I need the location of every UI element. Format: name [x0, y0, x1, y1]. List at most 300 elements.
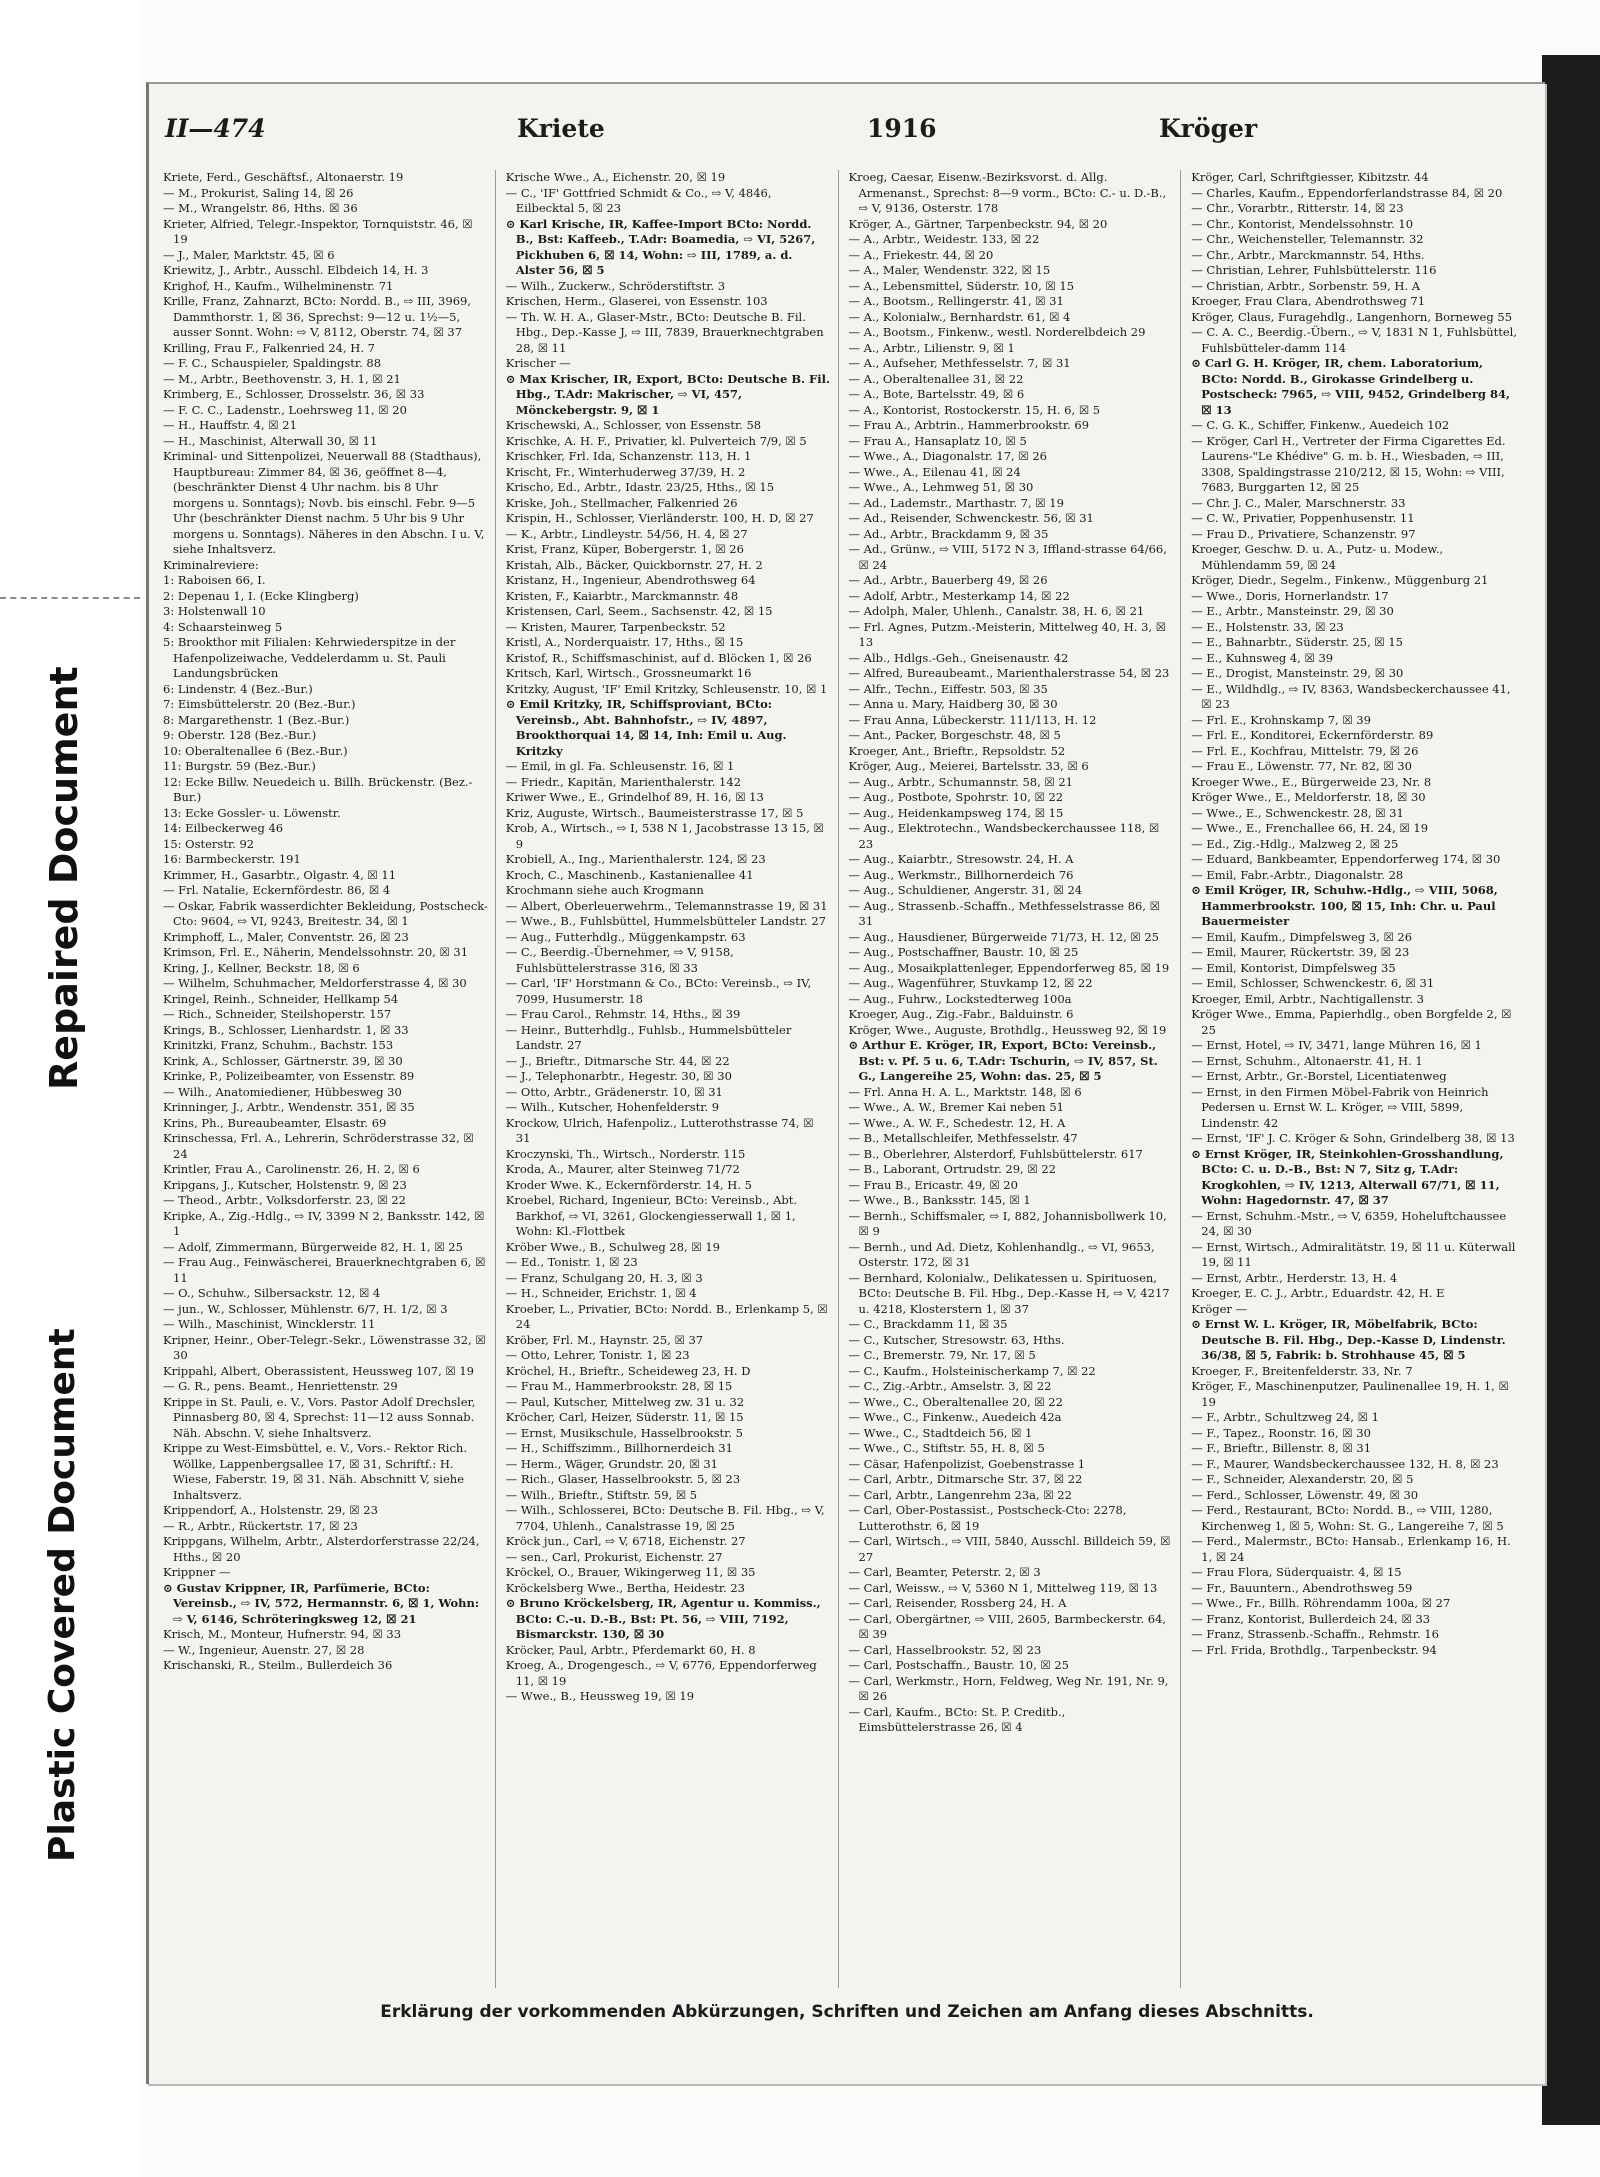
- directory-entry: Krischanski, R., Steilm., Bullerdeich 36: [163, 1658, 393, 1672]
- directory-entry: Kristensen, Carl, Seem., Sachsenstr. 42, ☒ 15: [505, 604, 773, 618]
- directory-entry: ⊙ Emil Kröger, IR, Schuhw.-Hdlg., ⇨ VIII, 5068, Hammerbrookstr. 100, ☒ 15, Inh: Chr. u. Paul Bauermeister: [1191, 883, 1498, 928]
- directory-entry: Krimson, Frl. E., Näherin, Mendelssohnstr. 20, ☒ 31: [163, 945, 469, 959]
- directory-entry: — Wwe., B., Fuhlsbüttel, Hummelsbütteler Landstr. 27: [505, 914, 826, 928]
- directory-entry: Kröger Wwe., E., Meldorferstr. 18, ☒ 30: [1191, 790, 1426, 804]
- directory-entry: — C. G. K., Schiffer, Finkenw., Auedeich 102: [1191, 418, 1450, 432]
- directory-entry: — H., Schiffszimm., Billhornerdeich 31: [505, 1441, 733, 1455]
- directory-entry: Kroebel, Richard, Ingenieur, BCto: Vereinsb., Abt. Barkhof, ⇨ VI, 3261, Glockengiesserwall 1, ☒ 1, Wohn: Kl.-Flottbek: [505, 1193, 798, 1238]
- directory-entry: ⊙ Karl Krische, IR, Kaffee-Import BCto: Nordd. B., Bst: Kaffeeb., T.Adr: Boamedia, ⇨ VI, 5267, Pickhuben 6, ☒ 14, Wohn: ⇨ III, 1789, a. d. Alster 56, ☒ 5: [505, 216, 816, 277]
- directory-entry: Kriminalreviere:: [163, 557, 259, 572]
- directory-entry: — F., Brieftr., Billenstr. 8, ☒ 31: [1191, 1441, 1372, 1455]
- directory-entry: — Rich., Glaser, Hasselbrookstr. 5, ☒ 23: [505, 1472, 741, 1486]
- page-number: II—474: [165, 114, 266, 143]
- directory-entry: — Ernst, Musikschule, Hasselbrookstr. 5: [505, 1425, 743, 1440]
- directory-entry: Kröger, A., Gärtner, Tarpenbeckstr. 94, ☒ 20: [848, 216, 1108, 231]
- directory-entry: — Ferd., Malermstr., BCto: Hansab., Erlenkamp 16, H. 1, ☒ 24: [1191, 1534, 1511, 1564]
- directory-entry: — Eduard, Bankbeamter, Eppendorferweg 174, ☒ 30: [1191, 852, 1501, 866]
- directory-entry: 15: Osterstr. 92: [163, 836, 255, 851]
- directory-entry: — Wilh., Brieftr., Stiftstr. 59, ☒ 5: [505, 1487, 698, 1502]
- directory-entry: Kröger, Wwe., Auguste, Brothdlg., Heussweg 92, ☒ 19: [848, 1022, 1167, 1037]
- directory-entry: 2: Depenau 1, I. (Ecke Klingberg): [163, 588, 359, 603]
- directory-entry: Kroeg, Caesar, Eisenw.-Bezirksvorst. d. Allg. Armenanst., Sprechst: 8—9 vorm., BCto: C.- u. D.-B., ⇨ V, 9136, Osterstr. 178: [848, 170, 1167, 215]
- directory-entry: — Ferd., Schlosser, Löwenstr. 49, ☒ 30: [1191, 1487, 1419, 1502]
- directory-entry: — Aug., Elektrotechn., Wandsbeckerchaussee 118, ☒ 23: [848, 821, 1160, 851]
- repaired-document-label: Repaired Document: [42, 666, 86, 1090]
- directory-entry: Krischke, A. H. F., Privatier, kl. Pulverteich 7/9, ☒ 5: [505, 433, 807, 448]
- directory-entry: — Ad., Reisender, Schwenckestr. 56, ☒ 31: [848, 511, 1094, 525]
- directory-entry: — Frau E., Löwenstr. 77, Nr. 82, ☒ 30: [1191, 759, 1412, 773]
- directory-entry: — A., Bootsm., Rellingerstr. 41, ☒ 31: [848, 294, 1064, 308]
- directory-entry: — A., Friekestr. 44, ☒ 20: [848, 247, 994, 262]
- plastic-covered-label: Plastic Covered Document: [42, 1328, 83, 1862]
- directory-entry: — Aug., Heidenkampsweg 174, ☒ 15: [848, 805, 1064, 820]
- directory-entry: Krighof, H., Kaufm., Wilhelminenstr. 71: [163, 278, 394, 293]
- directory-entry: Krischen, Herm., Glaserei, von Essenstr. 103: [505, 294, 768, 308]
- directory-entry: — A., Maler, Wendenstr. 322, ☒ 15: [848, 263, 1051, 277]
- directory-entry: — Wilhelm, Schuhmacher, Meldorferstrasse 4, ☒ 30: [163, 976, 467, 990]
- directory-entry: — Wwe., A. W. F., Schedestr. 12, H. A: [848, 1115, 1066, 1130]
- directory-entry: — F., Tapez., Roonstr. 16, ☒ 30: [1191, 1425, 1371, 1440]
- directory-entry: Krinninger, J., Arbtr., Wendenstr. 351, ☒ 35: [163, 1100, 415, 1114]
- directory-entry: — E., Bahnarbtr., Süderstr. 25, ☒ 15: [1191, 635, 1403, 649]
- directory-entry: — Chr., Arbtr., Marckmannstr. 54, Hths.: [1191, 247, 1425, 262]
- directory-entry: Krockow, Ulrich, Hafenpoliz., Lutterothstrasse 74, ☒ 31: [505, 1115, 814, 1145]
- directory-entry: — A., Kolonialw., Bernhardstr. 61, ☒ 4: [848, 309, 1071, 324]
- directory-entry: Kriwer Wwe., E., Grindelhof 89, H. 16, ☒ 13: [505, 790, 764, 804]
- directory-entry: 16: Barmbeckerstr. 191: [163, 852, 301, 866]
- directory-entry: — C. W., Privatier, Poppenhusenstr. 11: [1191, 511, 1415, 525]
- directory-entry: Kröck jun., Carl, ⇨ V, 6718, Eichenstr. 27: [505, 1534, 746, 1548]
- directory-entry: — Wilh., Maschinist, Wincklerstr. 11: [163, 1317, 376, 1331]
- directory-entry: — Otto, Lehrer, Tonistr. 1, ☒ 23: [505, 1348, 690, 1362]
- directory-entry: Kröger, F., Maschinenputzer, Paulinenallee 19, H. 1, ☒ 19: [1191, 1379, 1509, 1409]
- directory-entry: Krimmer, H., Gasarbtr., Olgastr. 4, ☒ 11: [163, 867, 397, 882]
- directory-entry: — Emil, Maurer, Rückertstr. 39, ☒ 23: [1191, 945, 1410, 959]
- directory-entry: — A., Arbtr., Lilienstr. 9, ☒ 1: [848, 340, 1015, 355]
- directory-entry: — F., Schneider, Alexanderstr. 20, ☒ 5: [1191, 1472, 1414, 1486]
- directory-entry: Krings, B., Schlosser, Lienhardstr. 1, ☒ 33: [163, 1022, 409, 1037]
- directory-entry: Kring, J., Kellner, Beckstr. 18, ☒ 6: [163, 960, 360, 975]
- directory-entry: ⊙ Arthur E. Kröger, IR, Export, BCto: Vereinsb., Bst: v. Pf. 5 u. 6, T.Adr: Tschurin, ⇨ IV, 857, St. G., Langereihe 25, Wohn: das. 25, ☒ 5: [848, 1038, 1158, 1083]
- directory-entry: — jun., W., Schlosser, Mühlenstr. 6/7, H. 1/2, ☒ 3: [163, 1301, 448, 1316]
- directory-entry: — Ad., Arbtr., Brackdamm 9, ☒ 35: [848, 526, 1049, 541]
- directory-entry: Krob, A., Wirtsch., ⇨ I, 538 N 1, Jacobstrasse 13 15, ☒ 9: [505, 821, 824, 851]
- directory-entry: — H., Maschinist, Alterwall 30, ☒ 11: [163, 433, 378, 448]
- directory-entry: — Frl. E., Konditorei, Eckernförderstr. 89: [1191, 728, 1434, 742]
- directory-entry: Krintler, Frau A., Carolinenstr. 26, H. 2, ☒ 6: [163, 1162, 420, 1176]
- directory-entry: ⊙ Gustav Krippner, IR, Parfümerie, BCto: Vereinsb., ⇨ IV, 572, Hermannstr. 6, ☒ 1, Wohn: ⇨ V, 6146, Schröteringksweg 12, ☒ 21: [163, 1580, 480, 1626]
- directory-entry: Kröger, Aug., Meierei, Bartelsstr. 33, ☒ 6: [848, 759, 1089, 773]
- directory-entry: 14: Eilbeckerweg 46: [163, 821, 284, 835]
- header-year: 1916: [867, 114, 937, 143]
- directory-entry: — E., Arbtr., Mansteinstr. 29, ☒ 30: [1191, 604, 1394, 618]
- directory-entry: — C., Zig.-Arbtr., Amselstr. 3, ☒ 22: [848, 1379, 1052, 1393]
- directory-entry: Kristah, Alb., Bäcker, Quickbornstr. 27, H. 2: [505, 557, 763, 572]
- directory-entry: — R., Arbtr., Rückertstr. 17, ☒ 23: [163, 1518, 358, 1533]
- directory-entry: 11: Burgstr. 59 (Bez.-Bur.): [163, 759, 316, 773]
- directory-entry: — B., Laborant, Ortrudstr. 29, ☒ 22: [848, 1162, 1056, 1176]
- directory-entry: — Frau Aug., Feinwäscherei, Brauerknechtgraben 6, ☒ 11: [163, 1255, 486, 1285]
- directory-entry: Kröger, Diedr., Segelm., Finkenw., Müggenburg 21: [1191, 573, 1489, 587]
- directory-entry: — Wwe., E., Frenchallee 66, H. 24, ☒ 19: [1191, 821, 1429, 835]
- directory-entry: — Christian, Arbtr., Sorbenstr. 59, H. A: [1191, 278, 1421, 293]
- directory-entry: Kriske, Joh., Stellmacher, Falkenried 26: [505, 495, 738, 510]
- directory-entry: — E., Drogist, Mansteinstr. 29, ☒ 30: [1191, 666, 1404, 680]
- directory-entry: Kroder Wwe. K., Eckernförderstr. 14, H. 5: [505, 1177, 752, 1192]
- directory-entry: — Emil, Kontorist, Dimpfelsweg 35: [1191, 960, 1396, 975]
- directory-entry: — Alb., Hdlgs.-Geh., Gneisenaustr. 42: [848, 650, 1069, 665]
- directory-entry: — Frau D., Privatiere, Schanzenstr. 97: [1191, 526, 1416, 541]
- directory-entry: — J., Maler, Marktstr. 45, ☒ 6: [163, 247, 335, 262]
- directory-entry: — Fr., Bauuntern., Abendrothsweg 59: [1191, 1580, 1413, 1595]
- directory-entry: Krippner —: [163, 1565, 231, 1579]
- page-footer-note: Erklärung der vorkommenden Abkürzungen, Schriften und Zeichen am Anfang dieses Abschnitts.: [380, 2002, 1314, 2022]
- directory-entry: Kroeger, Emil, Arbtr., Nachtigallenstr. 3: [1191, 991, 1424, 1006]
- directory-entry: Kröcker, Paul, Arbtr., Pferdemarkt 60, H. 8: [505, 1642, 756, 1657]
- directory-entry: — Carl, Beamter, Peterstr. 2, ☒ 3: [848, 1565, 1041, 1579]
- directory-entry: — Frl. Frida, Brothdlg., Tarpenbeckstr. 94: [1191, 1642, 1437, 1657]
- directory-entry: — Kristen, Maurer, Tarpenbeckstr. 52: [505, 619, 726, 634]
- directory-entry: — F., Arbtr., Schultzweg 24, ☒ 1: [1191, 1410, 1379, 1424]
- directory-entry: — W., Ingenieur, Auenstr. 27, ☒ 28: [163, 1642, 365, 1657]
- directory-entry: — Aug., Arbtr., Schumannstr. 58, ☒ 21: [848, 774, 1073, 789]
- directory-entry: — Carl, Kaufm., BCto: St. P. Creditb., Eimsbüttelerstrasse 26, ☒ 4: [848, 1704, 1066, 1734]
- directory-entry: Kroda, A., Maurer, alter Steinweg 71/72: [505, 1162, 740, 1176]
- directory-entry: — F. C. C., Ladenstr., Loehrsweg 11, ☒ 20: [163, 402, 407, 417]
- directory-entry: — Bernh., und Ad. Dietz, Kohlenhandlg., ⇨ VI, 9653, Osterstr. 172, ☒ 31: [848, 1239, 1155, 1269]
- directory-entry: — Ferd., Restaurant, BCto: Nordd. B., ⇨ VIII, 1280, Kirchenweg 1, ☒ 5, Wohn: St. G., Langereihe 7, ☒ 5: [1191, 1503, 1504, 1533]
- directory-entry: — Frau Anna, Lübeckerstr. 111/113, H. 12: [848, 712, 1097, 727]
- directory-entry: — B., Oberlehrer, Alsterdorf, Fuhlsbüttelerstr. 617: [848, 1146, 1143, 1161]
- directory-entry: — Rich., Schneider, Steilshoperstr. 157: [163, 1007, 392, 1021]
- directory-entry: — Frau A., Hansaplatz 10, ☒ 5: [848, 433, 1027, 448]
- directory-entry: Kriminal- und Sittenpolizei, Neuerwall 88 (Stadthaus), Hauptbureau: Zimmer 84, ☒ 36, geöffnet 8—4, (beschränkter Dienst 4 Uhr nachm. bis 8 Uhr morgens u. Sonntags); Novb. bis einschl. Febr. 9—5 Uhr (beschränkter Dienst nachm. 5 Uhr bis 9 Uhr morgens u. Sonntags). Näheres in den Abschn. I u. V, siehe Inhaltsverz.: [163, 449, 485, 556]
- directory-entry: — Wwe., C., Finkenw., Auedeich 42a: [848, 1410, 1062, 1424]
- directory-entry: 13: Ecke Gossler- u. Löwenstr.: [163, 805, 341, 820]
- directory-entry: — Bernh., Schiffsmaler, ⇨ I, 882, Johannisbollwerk 10, ☒ 9: [848, 1208, 1167, 1238]
- directory-entry: Kroeger, Ant., Brieftr., Repsoldstr. 52: [848, 743, 1066, 758]
- directory-entry: 9: Oberstr. 128 (Bez.-Bur.): [163, 728, 317, 742]
- directory-entry: 12: Ecke Billw. Neuedeich u. Billh. Brückenstr. (Bez.-Bur.): [163, 774, 473, 804]
- directory-entry: — Ed., Zig.-Hdlg., Malzweg 2, ☒ 25: [1191, 836, 1399, 851]
- directory-entry: Krisch, M., Monteur, Hufnerstr. 94, ☒ 33: [163, 1627, 402, 1641]
- directory-entry: — Frau Carol., Rehmstr. 14, Hths., ☒ 39: [505, 1007, 741, 1021]
- directory-entry: Krischker, Frl. Ida, Schanzenstr. 113, H. 1: [505, 449, 752, 463]
- directory-entry: — Bernhard, Kolonialw., Delikatessen u. Spirituosen, BCto: Deutsche B. Fil. Hbg., Dep.-Kasse H, ⇨ V, 4217 u. 4218, Klosterstern 1, ☒ 37: [848, 1270, 1170, 1316]
- directory-entry: Kristanz, H., Ingenieur, Abendrothsweg 64: [505, 573, 756, 587]
- directory-entry: — Ernst, Hotel, ⇨ IV, 3471, lange Mühren 16, ☒ 1: [1191, 1038, 1482, 1052]
- directory-entry: — E., Holstenstr. 33, ☒ 23: [1191, 619, 1344, 634]
- directory-entry: 3: Holstenwall 10: [163, 604, 266, 618]
- directory-entry: — Wwe., A., Lehmweg 51, ☒ 30: [848, 480, 1034, 494]
- directory-entry: — Frl. Natalie, Eckernfördestr. 86, ☒ 4: [163, 883, 391, 897]
- column-1: [163, 170, 496, 1988]
- directory-entry: — Frau B., Ericastr. 49, ☒ 20: [848, 1177, 1018, 1192]
- directory-entry: — Wwe., C., Stadtdeich 56, ☒ 1: [848, 1425, 1033, 1440]
- directory-entry: Kroeger, Frau Clara, Abendrothsweg 71: [1191, 294, 1426, 308]
- scan-edge-strip: [1542, 55, 1600, 2125]
- directory-entry: 6: Lindenstr. 4 (Bez.-Bur.): [163, 681, 313, 696]
- directory-entry: — A., Bote, Bartelsstr. 49, ☒ 6: [848, 387, 1025, 401]
- directory-entry: — Carl, Arbtr., Langenrehm 23a, ☒ 22: [848, 1487, 1072, 1502]
- directory-entry: — Frau Flora, Süderquaistr. 4, ☒ 15: [1191, 1565, 1402, 1579]
- directory-entry: — Aug., Wagenführer, Stuvkamp 12, ☒ 22: [848, 976, 1093, 990]
- directory-entry: 1: Raboisen 66, I.: [163, 573, 266, 587]
- directory-entry: — Heinr., Butterhdlg., Fuhlsb., Hummelsbütteler Landstr. 27: [505, 1022, 792, 1052]
- directory-entry: — A., Aufseher, Methfesselstr. 7, ☒ 31: [848, 356, 1071, 370]
- directory-entry: Krist, Franz, Küper, Bobergerstr. 1, ☒ 26: [505, 542, 744, 556]
- directory-entry: — Ernst, Wirtsch., Admiralitätstr. 19, ☒ 11 u. Küterwall 19, ☒ 11: [1191, 1239, 1516, 1269]
- directory-entry: Krink, A., Schlosser, Gärtnerstr. 39, ☒ 30: [163, 1053, 403, 1068]
- directory-entry: Kroczynski, Th., Wirtsch., Norderstr. 115: [505, 1146, 746, 1161]
- directory-entry: Kringel, Reinh., Schneider, Hellkamp 54: [163, 991, 399, 1006]
- directory-entry: — Franz, Strassenb.-Schaffn., Rehmstr. 16: [1191, 1627, 1439, 1641]
- directory-entry: — Anna u. Mary, Haidberg 30, ☒ 30: [848, 697, 1058, 711]
- directory-entry: — F., Maurer, Wandsbeckerchaussee 132, H. 8, ☒ 23: [1191, 1456, 1499, 1471]
- directory-entry: — Wwe., B., Banksstr. 145, ☒ 1: [848, 1193, 1031, 1207]
- directory-entry: — Ernst, Schuhm., Altonaerstr. 41, H. 1: [1191, 1053, 1423, 1068]
- directory-entry: — Carl, Arbtr., Ditmarsche Str. 37, ☒ 22: [848, 1472, 1083, 1486]
- directory-entry: — Oskar, Fabrik wasserdichter Bekleidung, Postscheck-Cto: 9604, ⇨ VI, 9243, Breitestr. 34, ☒ 1: [163, 898, 488, 928]
- directory-entry: — Aug., Mosaikplattenleger, Eppendorferweg 85, ☒ 19: [848, 960, 1170, 975]
- directory-entry: Kröckelsberg Wwe., Bertha, Heidestr. 23: [505, 1580, 746, 1595]
- directory-entry: — Aug., Postbote, Spohrstr. 10, ☒ 22: [848, 790, 1064, 804]
- directory-entry: Krippgans, Wilhelm, Arbtr., Alsterdorferstrasse 22/24, Hths., ☒ 20: [163, 1534, 480, 1564]
- directory-entry: — Ed., Tonistr. 1, ☒ 23: [505, 1255, 638, 1269]
- directory-entry: — Wilh., Kutscher, Hohenfelderstr. 9: [505, 1100, 720, 1114]
- directory-entry: ⊙ Emil Kritzky, IR, Schiffsproviant, BCto: Vereinsb., Abt. Bahnhofstr., ⇨ IV, 4897, Brookthorquai 14, ☒ 14, Inh: Emil u. Aug. Kritzky: [505, 697, 787, 758]
- directory-entry: — Carl, Weissw., ⇨ V, 5360 N 1, Mittelweg 119, ☒ 13: [848, 1580, 1158, 1595]
- directory-entry: ⊙ Max Krischer, IR, Export, BCto: Deutsche B. Fil. Hbg., T.Adr: Makrischer, ⇨ VI, 457, Mönckebergstr. 9, ☒ 1: [505, 371, 830, 417]
- entry-columns: [163, 170, 1523, 1988]
- directory-entry: — A., Bootsm., Finkenw., westl. Norderelbdeich 29: [848, 325, 1146, 339]
- directory-entry: — Wwe., E., Schwenckestr. 28, ☒ 31: [1191, 805, 1404, 820]
- directory-entry: ⊙ Ernst Kröger, IR, Steinkohlen-Grosshandlung, BCto: C. u. D.-B., Bst: N 7, Sitz g, T.Adr: Krogkohlen, ⇨ IV, 1213, Alterwall 67/71, ☒ 11, Wohn: Hagedornstr. 47, ☒ 37: [1191, 1146, 1504, 1207]
- directory-entry: — Paul, Kutscher, Mittelweg zw. 31 u. 32: [505, 1394, 745, 1409]
- directory-entry: — F. C., Schauspieler, Spaldingstr. 88: [163, 356, 382, 370]
- directory-entry: — Frau M., Hammerbrookstr. 28, ☒ 15: [505, 1379, 733, 1393]
- directory-entry: Kroeger, E. C. J., Arbtr., Eduardstr. 42, H. E: [1191, 1286, 1445, 1300]
- directory-entry: — Carl, Hasselbrookstr. 52, ☒ 23: [848, 1642, 1042, 1657]
- directory-entry: — H., Schneider, Erichstr. 1, ☒ 4: [505, 1286, 697, 1300]
- directory-page: [146, 82, 1545, 2084]
- directory-entry: — Franz, Kontorist, Bullerdeich 24, ☒ 33: [1191, 1611, 1431, 1626]
- directory-entry: Kroch, C., Maschinenb., Kastanienallee 41: [505, 867, 754, 882]
- directory-entry: Kripgans, J., Kutscher, Holstenstr. 9, ☒ 23: [163, 1177, 407, 1192]
- directory-entry: — Ernst, Schuhm.-Mstr., ⇨ V, 6359, Hoheluftchaussee 24, ☒ 30: [1191, 1208, 1507, 1238]
- directory-entry: Kröger —: [1191, 1301, 1248, 1316]
- directory-entry: Kroeger, Geschw. D. u. A., Putz- u. Modew., Mühlendamm 59, ☒ 24: [1191, 542, 1444, 572]
- directory-entry: Kroeg, A., Drogengesch., ⇨ V, 6776, Eppendorferweg 11, ☒ 19: [505, 1658, 817, 1688]
- directory-entry: Krimberg, E., Schlosser, Drosselstr. 36, ☒ 33: [163, 387, 425, 401]
- directory-entry: Kroeber, L., Privatier, BCto: Nordd. B., Erlenkamp 5, ☒ 24: [505, 1301, 828, 1331]
- directory-entry: — Ad., Arbtr., Bauerberg 49, ☒ 26: [848, 573, 1048, 587]
- directory-entry: — G. R., pens. Beamt., Henriettenstr. 29: [163, 1379, 398, 1393]
- directory-entry: — Wilh., Zuckerw., Schröderstiftstr. 3: [505, 278, 726, 293]
- directory-entry: Krispin, H., Schlosser, Vierländerstr. 100, H. D, ☒ 27: [505, 511, 814, 525]
- directory-entry: — Charles, Kaufm., Eppendorferlandstrasse 84, ☒ 20: [1191, 185, 1503, 200]
- directory-entry: — Adolph, Maler, Uhlenh., Canalstr. 38, H. 6, ☒ 21: [848, 604, 1145, 618]
- directory-entry: — Otto, Arbtr., Grädenerstr. 10, ☒ 31: [505, 1084, 723, 1099]
- directory-entry: — Emil, Fabr.-Arbtr., Diagonalstr. 28: [1191, 867, 1404, 882]
- directory-entry: — Aug., Fuhrw., Lockstedterweg 100a: [848, 991, 1072, 1006]
- directory-entry: — Wwe., A. W., Bremer Kai neben 51: [848, 1100, 1064, 1114]
- directory-entry: — Ernst, Arbtr., Herderstr. 13, H. 4: [1191, 1270, 1398, 1285]
- directory-entry: Kriete, Ferd., Geschäftsf., Altonaerstr. 19: [163, 170, 404, 184]
- directory-entry: 8: Margarethenstr. 1 (Bez.-Bur.): [163, 712, 350, 727]
- directory-entry: — Ernst, 'IF' J. C. Kröger & Sohn, Grindelberg 38, ☒ 13: [1191, 1131, 1515, 1145]
- directory-entry: Kriz, Auguste, Wirtsch., Baumeisterstrasse 17, ☒ 5: [505, 805, 804, 820]
- directory-entry: Krinitzki, Franz, Schuhm., Bachstr. 153: [163, 1038, 394, 1052]
- directory-entry: — Chr., Vorarbtr., Ritterstr. 14, ☒ 23: [1191, 201, 1404, 215]
- directory-entry: — Wwe., A., Eilenau 41, ☒ 24: [848, 464, 1021, 479]
- directory-entry: — Aug., Hausdiener, Bürgerweide 71/73, H. 12, ☒ 25: [848, 929, 1159, 944]
- directory-entry: — J., Telephonarbtr., Hegestr. 30, ☒ 30: [505, 1069, 732, 1083]
- directory-entry: — M., Prokurist, Saling 14, ☒ 26: [163, 185, 354, 200]
- directory-entry: — Emil, Kaufm., Dimpfelsweg 3, ☒ 26: [1191, 929, 1413, 944]
- directory-entry: — C., Brackdamm 11, ☒ 35: [848, 1317, 1008, 1331]
- directory-entry: — Chr., Weichensteller, Telemannstr. 32: [1191, 232, 1424, 246]
- directory-entry: 5: Brookthor mit Filialen: Kehrwiederspitze in der Hafenpolizeiwache, Veddelerdamm u. St. Pauli Landungsbrücken: [163, 635, 456, 680]
- directory-entry: — C., Kaufm., Holsteinischerkamp 7, ☒ 22: [848, 1363, 1096, 1378]
- directory-entry: Kröcher, Carl, Heizer, Süderstr. 11, ☒ 15: [505, 1410, 744, 1424]
- directory-entry: — E., Kuhnsweg 4, ☒ 39: [1191, 650, 1334, 665]
- directory-entry: Krimphoff, L., Maler, Conventstr. 26, ☒ 23: [163, 929, 409, 944]
- directory-entry: — Wwe., C., Stiftstr. 55, H. 8, ☒ 5: [848, 1441, 1045, 1455]
- directory-entry: Krischer —: [505, 356, 571, 370]
- directory-entry: Krinschessa, Frl. A., Lehrerin, Schröderstrasse 32, ☒ 24: [163, 1131, 474, 1161]
- directory-entry: — Ad., Lademstr., Marthastr. 7, ☒ 19: [848, 495, 1064, 510]
- directory-entry: — M., Arbtr., Beethovenstr. 3, H. 1, ☒ 21: [163, 371, 401, 386]
- page-header: [149, 114, 1545, 150]
- directory-entry: — H., Hauffstr. 4, ☒ 21: [163, 418, 297, 432]
- directory-entry: — Carl, Reisender, Rossberg 24, H. A: [848, 1596, 1067, 1610]
- directory-entry: — Cäsar, Hafenpolizist, Goebenstrasse 1: [848, 1456, 1086, 1471]
- directory-entry: Krinke, P., Polizeibeamter, von Essenstr. 89: [163, 1069, 415, 1083]
- directory-entry: — Emil, in gl. Fa. Schleusenstr. 16, ☒ 1: [505, 759, 735, 773]
- header-last-name: Kröger: [1159, 114, 1258, 143]
- directory-entry: — A., Kontorist, Rostockerstr. 15, H. 6, ☒ 5: [848, 402, 1101, 417]
- directory-entry: — Th. W. H. A., Glaser-Mstr., BCto: Deutsche B. Fil. Hbg., Dep.-Kasse J, ⇨ III, 7839, Brauerknechtgraben 28, ☒ 11: [505, 309, 824, 355]
- directory-entry: — A., Lebensmittel, Süderstr. 10, ☒ 15: [848, 278, 1075, 293]
- directory-entry: — Carl, Obergärtner, ⇨ VIII, 2605, Barmbeckerstr. 64, ☒ 39: [848, 1611, 1167, 1641]
- directory-entry: Kröger Wwe., Emma, Papierhdlg., oben Borgfelde 2, ☒ 25: [1191, 1007, 1512, 1037]
- directory-entry: — Carl, Werkmstr., Horn, Feldweg, Weg Nr. 191, Nr. 9, ☒ 26: [848, 1673, 1169, 1703]
- directory-entry: — Aug., Werkmstr., Billhornerdeich 76: [848, 867, 1074, 882]
- directory-entry: — Adolf, Zimmermann, Bürgerweide 82, H. 1, ☒ 25: [163, 1239, 463, 1254]
- directory-entry: Kritsch, Karl, Wirtsch., Grossneumarkt 16: [505, 666, 752, 680]
- directory-entry: — Aug., Schuldiener, Angerstr. 31, ☒ 24: [848, 883, 1083, 897]
- directory-entry: — Frl. E., Krohnskamp 7, ☒ 39: [1191, 712, 1371, 727]
- directory-entry: — Alfred, Bureaubeamt., Marienthalerstrasse 54, ☒ 23: [848, 666, 1170, 680]
- directory-entry: — Aug., Postschaffner, Baustr. 10, ☒ 25: [848, 945, 1079, 959]
- directory-entry: 7: Eimsbüttelerstr. 20 (Bez.-Bur.): [163, 697, 356, 711]
- directory-entry: Kroeger, Aug., Zig.-Fabr., Balduinstr. 6: [848, 1007, 1074, 1021]
- margin-dash-line: [0, 597, 140, 599]
- directory-entry: — Wwe., B., Heussweg 19, ☒ 19: [505, 1689, 695, 1703]
- directory-entry: — Wilh., Schlosserei, BCto: Deutsche B. Fil. Hbg., ⇨ V, 7704, Uhlenh., Canalstrasse 19, ☒ 25: [505, 1503, 825, 1533]
- directory-entry: Kröber Wwe., B., Schulweg 28, ☒ 19: [505, 1239, 720, 1254]
- directory-entry: ⊙ Ernst W. L. Kröger, IR, Möbelfabrik, BCto: Deutsche B. Fil. Hbg., Dep.-Kasse D, Lindenstr. 36/38, ☒ 5, Fabrik: b. Strohhause 45, ☒ 5: [1191, 1317, 1506, 1362]
- directory-entry: — Frl. Agnes, Putzm.-Meisterin, Mittelweg 40, H. 3, ☒ 13: [848, 619, 1167, 649]
- column-3: [849, 170, 1182, 1988]
- directory-entry: — Wwe., A., Diagonalstr. 17, ☒ 26: [848, 449, 1047, 463]
- directory-entry: — Wwe., C., Oberaltenallee 20, ☒ 22: [848, 1394, 1063, 1409]
- directory-entry: ⊙ Bruno Kröckelsberg, IR, Agentur u. Kommiss., BCto: C.-u. D.-B., Bst: Pt. 56, ⇨ VIII, 7192, Bismarckstr. 130, ☒ 30: [505, 1596, 821, 1641]
- directory-entry: — O., Schuhw., Silbersackstr. 12, ☒ 4: [163, 1286, 381, 1300]
- directory-entry: — E., Wildhdlg., ⇨ IV, 8363, Wandsbeckerchaussee 41, ☒ 23: [1191, 681, 1511, 711]
- directory-entry: — B., Metallschleifer, Methfesselstr. 47: [848, 1131, 1078, 1145]
- directory-entry: Krins, Ph., Bureaubeamter, Elsastr. 69: [163, 1115, 387, 1130]
- directory-entry: — Aug., Kaiarbtr., Stresowstr. 24, H. A: [848, 852, 1074, 866]
- directory-entry: Kröger, Claus, Furagehdlg., Langenhorn, Borneweg 55: [1191, 309, 1513, 324]
- directory-entry: — Aug., Futterhdlg., Müggenkampstr. 63: [505, 929, 746, 944]
- column-4: [1191, 170, 1523, 1988]
- directory-entry: Kritzky, August, 'IF' Emil Kritzky, Schleusenstr. 10, ☒ 1: [505, 681, 828, 696]
- directory-entry: — Carl, Wirtsch., ⇨ VIII, 5840, Ausschl. Billdeich 59, ☒ 27: [848, 1534, 1171, 1564]
- directory-entry: Kröckel, O., Brauer, Wikingerweg 11, ☒ 35: [505, 1565, 756, 1579]
- directory-entry: Krippendorf, A., Holstenstr. 29, ☒ 23: [163, 1503, 378, 1517]
- directory-entry: — Kröger, Carl H., Vertreter der Firma Cigarettes Ed. Laurens-"Le Khédive" G. m. b. H., Wiesbaden, ⇨ III, 3308, Spaldingstrasse 210/212, ☒ 15, Wohn: ⇨ VIII, 7683, Burggarten 12, ☒ 25: [1191, 433, 1506, 494]
- directory-entry: Kristof, R., Schiffsmaschinist, auf d. Blöcken 1, ☒ 26: [505, 650, 812, 665]
- directory-entry: — sen., Carl, Prokurist, Eichenstr. 27: [505, 1549, 723, 1564]
- directory-entry: Krilling, Frau F., Falkenried 24, H. 7: [163, 340, 375, 355]
- directory-entry: Kristen, F., Kaiarbtr., Marckmannstr. 48: [505, 588, 739, 603]
- directory-entry: Krippe zu West-Eimsbüttel, e. V., Vors.- Rektor Rich. Wöllke, Lappenbergsallee 17, ☒ 31, Schriftf.: H. Wiese, Faberstr. 19, ☒ 31. Näh. Abschnitt V, siehe Inhaltsverz.: [163, 1441, 467, 1502]
- directory-entry: Kripke, A., Zig.-Hdlg., ⇨ IV, 3399 N 2, Banksstr. 142, ☒ 1: [163, 1208, 485, 1238]
- directory-entry: — Chr. J. C., Maler, Marschnerstr. 33: [1191, 495, 1406, 510]
- directory-entry: Krischo, Ed., Arbtr., Idastr. 23/25, Hths., ☒ 15: [505, 480, 775, 494]
- directory-entry: — Ant., Packer, Borgeschstr. 48, ☒ 5: [848, 728, 1061, 742]
- directory-entry: 4: Schaarsteinweg 5: [163, 619, 283, 634]
- directory-entry: Krieter, Alfried, Telegr.-Inspektor, Tornquiststr. 46, ☒ 19: [163, 216, 473, 246]
- directory-entry: — Ernst, Arbtr., Gr.-Borstel, Licentiatenweg: [1191, 1069, 1447, 1083]
- header-first-name: Kriete: [517, 114, 605, 143]
- directory-entry: — Franz, Schulgang 20, H. 3, ☒ 3: [505, 1270, 703, 1285]
- directory-entry: — C., 'IF' Gottfried Schmidt & Co., ⇨ V, 4846, Eilbecktal 5, ☒ 23: [505, 185, 772, 215]
- directory-entry: — J., Brieftr., Ditmarsche Str. 44, ☒ 22: [505, 1053, 730, 1068]
- directory-entry: Krippe in St. Pauli, e. V., Vors. Pastor Adolf Drechsler, Pinnasberg 80, ☒ 4, Sprechst: 11—12 auss Sonnab. Näh. Abschn. V, siehe Inhaltsverz.: [163, 1394, 476, 1440]
- directory-entry: — M., Wrangelstr. 86, Hths. ☒ 36: [163, 201, 358, 215]
- directory-entry: Kröchel, H., Brieftr., Scheideweg 23, H. D: [505, 1363, 751, 1378]
- directory-entry: — C., Kutscher, Stresowstr. 63, Hths.: [848, 1332, 1065, 1347]
- directory-entry: — Wwe., Fr., Billh. Röhrendamm 100a, ☒ 27: [1191, 1596, 1451, 1610]
- directory-entry: — Frl. E., Kochfrau, Mittelstr. 79, ☒ 26: [1191, 743, 1419, 758]
- directory-entry: Kriewitz, J., Arbtr., Ausschl. Elbdeich 14, H. 3: [163, 263, 429, 277]
- directory-entry: — Wilh., Anatomiediener, Hübbesweg 30: [163, 1084, 402, 1099]
- directory-entry: — Albert, Oberleuerwehrm., Telemannstrasse 19, ☒ 31: [505, 898, 828, 913]
- directory-entry: — Carl, 'IF' Horstmann & Co., BCto: Vereinsb., ⇨ IV, 7099, Husumerstr. 18: [505, 976, 812, 1006]
- directory-entry: — Aug., Strassenb.-Schaffn., Methfesselstrasse 86, ☒ 31: [848, 898, 1160, 928]
- directory-entry: — Adolf, Arbtr., Mesterkamp 14, ☒ 22: [848, 588, 1070, 603]
- directory-entry: Krochmann siehe auch Krogmann: [505, 883, 704, 897]
- directory-entry: — Carl, Ober-Postassist., Postscheck-Cto: 2278, Lutterothstr. 6, ☒ 19: [848, 1503, 1127, 1533]
- directory-entry: — Frl. Anna H. A. L., Marktstr. 148, ☒ 6: [848, 1084, 1082, 1099]
- directory-entry: — K., Arbtr., Lindleystr. 54/56, H. 4, ☒ 27: [505, 526, 748, 541]
- directory-entry: Kroeger Wwe., E., Bürgerweide 23, Nr. 8: [1191, 774, 1432, 789]
- directory-entry: 10: Oberaltenallee 6 (Bez.-Bur.): [163, 743, 348, 758]
- directory-entry: — C., Beerdig.-Übernehmer, ⇨ V, 9158, Fuhlsbüttelerstrasse 316, ☒ 33: [505, 945, 734, 975]
- directory-entry: Kröger, Carl, Schriftgiesser, Kibitzstr. 44: [1191, 170, 1429, 184]
- directory-entry: — Herm., Wäger, Grundstr. 20, ☒ 31: [505, 1456, 718, 1471]
- directory-entry: — Carl, Postschaffn., Baustr. 10, ☒ 25: [848, 1658, 1069, 1672]
- directory-entry: — Ernst, in den Firmen Möbel-Fabrik von Heinrich Pedersen u. Ernst W. L. Kröger, ⇨ VIII, 5899, Lindenstr. 42: [1191, 1084, 1489, 1130]
- directory-entry: Kroeger, F., Breitenfelderstr. 33, Nr. 7: [1191, 1363, 1413, 1378]
- directory-entry: Krischewski, A., Schlosser, von Essenstr. 58: [505, 418, 762, 432]
- directory-entry: — Chr., Kontorist, Mendelssohnstr. 10: [1191, 216, 1414, 231]
- directory-entry: ⊙ Carl G. H. Kröger, IR, chem. Laboratorium, BCto: Nordd. B., Girokasse Grindelberg u. Postscheck: 7965, ⇨ VIII, 9452, Grindelberg 84, ☒ 13: [1191, 356, 1510, 417]
- directory-entry: Kröber, Frl. M., Haynstr. 25, ☒ 37: [505, 1332, 704, 1347]
